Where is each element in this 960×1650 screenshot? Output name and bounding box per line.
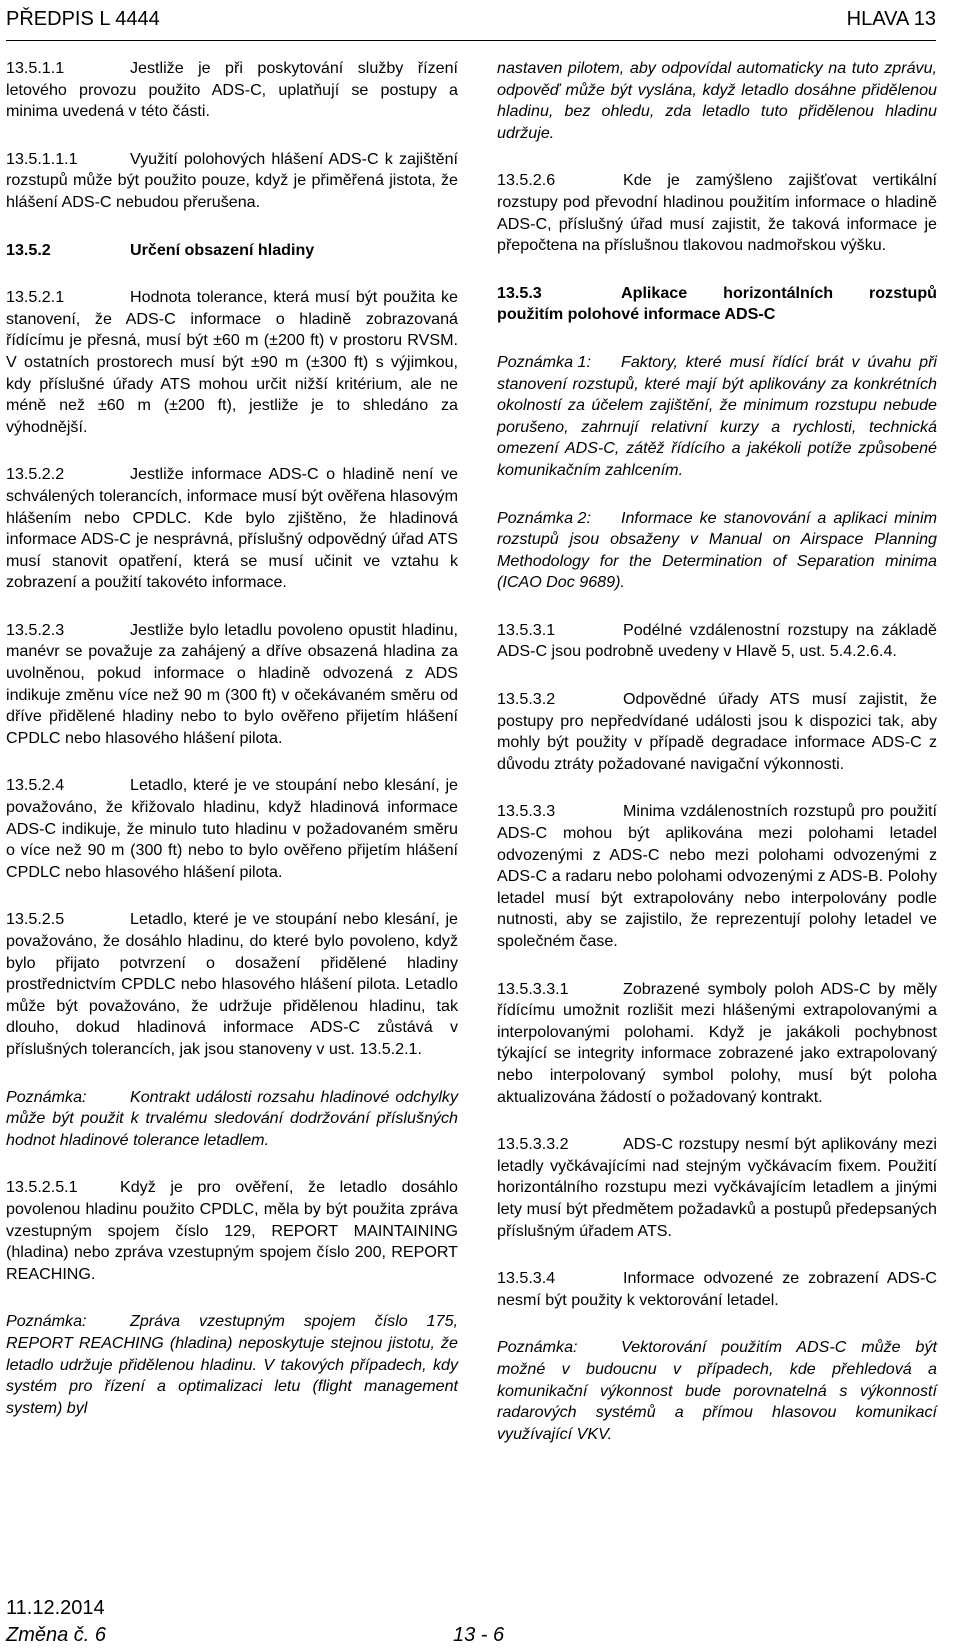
paragraph: [497, 1134, 937, 1242]
note-continuation: nastaven pilotem, aby odpovídal automaticky na tuto zprávu, odpověď může být vyslána, když letadlo dosáhne přidělenou hladinu, bez ohledu, zda letadlo tuto přidělenou hladinu udržuje.: [497, 59, 937, 142]
paragraph: [497, 689, 937, 775]
footer-change: Změna č. 6: [6, 1624, 107, 1646]
paragraph: [6, 620, 458, 750]
note-text: Vektorování použitím ADS-C může být možné v budoucnu v případech, kde přehledová a komunikační výkonnost bude porovnatelná s výkonností radarových systémů a přímou hlasovou komunikací využívající VKV.: [497, 1338, 937, 1443]
section-number: 13.5.3: [497, 283, 542, 302]
paragraph-text: Kde je zamýšleno zajišťovat vertikální rozstupy pod převodní hladinou použitím informace o hladině ADS-C, příslušný úřad musí zajistit, že taková informace je přepočtena na příslušnou tlakovou nadmořskou výšku.: [497, 171, 937, 255]
paragraph-number: 13.5.3.2: [497, 690, 556, 709]
paragraph-number: 13.5.3.3.1: [497, 979, 569, 998]
paragraph-number: 13.5.2.6: [497, 171, 556, 190]
paragraph: [6, 909, 458, 1060]
page-header: [6, 0, 936, 41]
paragraph-text: Když je pro ověření, že letadlo dosáhlo povolenou hladinu použito CPDLC, měla by být použita zpráva vzestupným spojem číslo 129, REPORT MAINTAINING (hladina) nebo zpráva vzestupným spojem číslo 200, REPORT REACHING.: [6, 1178, 458, 1283]
note-text: Informace ke stanovování a aplikaci minim rozstupů jsou obsaženy v Manual on Airspace Planning Methodology for the Determination of Separation minima (ICAO Doc 9689).: [497, 508, 937, 592]
paragraph-number: 13.5.3.3.2: [497, 1135, 569, 1154]
paragraph-text: Letadlo, které je ve stoupání nebo klesání, je považováno, že křižovalo hladinu, když hladinová informace ADS-C indikuje, že minulo tuto hladinu v požadovaném směru o více než 90 m (300 ft) nebo to bylo ověřeno přijetím hlášení CPDLC nebo hlasového hlášení pilota.: [6, 776, 458, 881]
note: [497, 352, 937, 482]
paragraph-text: Podélné vzdálenostní rozstupy na základě ADS-C jsou podrobně uvedeny v Hlavě 5, ust. 5.4.2.6.4.: [497, 620, 937, 661]
paragraph: [6, 464, 458, 594]
footer-date: 11.12.2014: [6, 1597, 105, 1619]
note-label: Poznámka 2:: [497, 508, 591, 527]
note: [6, 1311, 458, 1419]
paragraph-number: 13.5.1.1.1: [6, 149, 78, 168]
paragraph-number: 13.5.2.5.1: [6, 1178, 78, 1197]
paragraph-number: 13.5.2.4: [6, 776, 65, 795]
paragraph: [497, 979, 937, 1109]
paragraph-text: Odpovědné úřady ATS musí zajistit, že postupy pro nepředvídané události jsou k dispozici tak, aby mohly být použity v případě degradace informace ADS-C z důvodu ztráty požadované navigační výkonnosti.: [497, 690, 937, 773]
paragraph-text: Jestliže bylo letadlu povoleno opustit hladinu, manévr se považuje za zahájený a dříve obsazená hladina za uvolněnou, pokud informace o hladině odvozená z ADS indikuje změnu více než 90 m (300 ft) v očekávaném směru od dříve přidělené hladiny nebo to bylo ověřeno přijetím hlášení CPDLC nebo hlasového hlášení pilota.: [6, 620, 458, 747]
right-column: [497, 58, 937, 1471]
paragraph-number: 13.5.2.5: [6, 910, 65, 929]
paragraph-text: Hodnota tolerance, která musí být použita ke stanovení, že ADS-C informace o hladině zobrazovaná řídícímu je přesná, musí být ±60 m (±200 ft) v prostoru RVSM. V ostatních prostorech musí být ±90 m (±300 ft) s výjimkou, kdy příslušné úřady ATS mohou určit nižší kritérium, ale ne méně než ±60 m (±200 ft), jestliže je to shledáno za výhodnější.: [6, 288, 458, 436]
paragraph-number: 13.5.1.1: [6, 59, 65, 77]
paragraph: [497, 170, 937, 256]
paragraph-number: 13.5.2.1: [6, 288, 65, 307]
section-title: Určení obsazení hladiny: [130, 240, 315, 259]
paragraph-text: Minima vzdálenostních rozstupů pro použití ADS-C mohou být aplikována mezi polohami letadel odvozenými z ADS-C nebo mezi polohami odvozenými z ADS-C a radaru nebo polohami odvozenými z ADS-B. Polohy letadel musí být extrapolovány nebo interpolovány podle nutnosti, aby se zajistilo, že reprezentují polohy letadel ve společném čase.: [497, 802, 937, 950]
paragraph: [497, 801, 937, 952]
paragraph: [6, 287, 458, 438]
paragraph: [6, 58, 458, 123]
paragraph-number: 13.5.2.2: [6, 465, 65, 484]
section-number: 13.5.2: [6, 240, 51, 259]
paragraph-text: Využití polohových hlášení ADS-C k zajištění rozstupů může být použito pouze, když je přiměřená jistota, že hlášení ADS-C nebudou přerušena.: [6, 149, 458, 211]
note: [497, 508, 937, 594]
note-text: Kontrakt události rozsahu hladinové odchylky může být použit k trvalému sledování dodržování příslušných hodnot hladinové tolerance letadlem.: [6, 1087, 458, 1149]
paragraph-text: ADS-C rozstupy nesmí být aplikovány mezi letadly vyčkávajícími nad stejným vyčkávacím fixem. Použití horizontálního rozstupu mezi vyčkávajícím letadlem a jinými lety musí být předmětem požadavků a postupů předepsaných příslušným úřadem ATS.: [497, 1135, 937, 1240]
paragraph-text: Jestliže je při poskytování služby řízení letového provozu použito ADS-C, uplatňují se postupy a minima uvedená v této části.: [6, 59, 458, 121]
section-heading: [6, 240, 458, 262]
paragraph-number: 13.5.3.4: [497, 1269, 556, 1288]
paragraph-text: Zobrazené symboly poloh ADS-C by měly řídícímu umožnit rozlišit mezi hlášenými extrapolovanými a interpolovanými polohami. Když je jakákoli pochybnost týkající se integrity informace zobrazené jako extrapolovaný nebo interpolovaný symbol polohy, musí být poloha aktualizována žádostí o požadovaný kontrakt.: [497, 979, 937, 1106]
section-heading: [497, 283, 937, 326]
paragraph-number: 13.5.3.1: [497, 620, 556, 639]
page-number: 13 - 6: [453, 1624, 505, 1646]
section-title: Aplikace horizontálních rozstupů použitím polohové informace ADS-C: [497, 283, 937, 324]
paragraph-number: 13.5.2.3: [6, 620, 65, 639]
chapter-title: HLAVA 13: [846, 8, 936, 30]
note-label: Poznámka:: [6, 1312, 87, 1331]
paragraph: [6, 149, 458, 214]
paragraph: [6, 775, 458, 883]
note: [497, 1337, 937, 1445]
paragraph-text: Letadlo, které je ve stoupání nebo klesání, je považováno, že dosáhlo hladinu, do které bylo povoleno, když bylo přijato potvrzení o dosažení přidělené hladiny prostřednictvím CPDLC nebo hlasového hlášení pilota. Letadlo může být považováno, že udržuje přidělenou hladinu, tak dlouho, dokud hladinová informace ADS-C zůstává v příslušných tolerancích, jak jsou stanoveny v ust. 13.5.2.1.: [6, 910, 458, 1058]
paragraph: [6, 1177, 458, 1285]
note-label: Poznámka 1:: [497, 352, 591, 371]
note: [6, 1087, 458, 1152]
note-text: Faktory, které musí řídící brát v úvahu při stanovení rozstupů, které mají být aplikovány za konkrétních okolností za účelem zajištění, že minimum rozstupu nebude porušeno, zahrnují relativní kurzy a rychlosti, technická omezení ADS-C, zátěž řídícího a jakékoli potíže způsobené komunikačním zahlcením.: [497, 352, 937, 479]
paragraph: [497, 1268, 937, 1311]
paragraph-text: Jestliže informace ADS-C o hladině není ve schválených tolerancích, informace musí být ověřena hlasovým hlášením nebo CPDLC. Kde bylo zjištěno, že hladinová informace ADS-C je nesprávná, příslušný odpovědný úřad ATS musí stanovit opatření, která se musí učinit ve vztahu k zobrazení a použití takovéto informace.: [6, 465, 458, 592]
document-title: PŘEDPIS L 4444: [6, 8, 160, 30]
paragraph-text: Informace odvozené ze zobrazení ADS-C nesmí být použity k vektorování letadel.: [497, 1269, 937, 1309]
note-label: Poznámka:: [497, 1338, 578, 1357]
note-label: Poznámka:: [6, 1087, 87, 1106]
paragraph-number: 13.5.3.3: [497, 802, 556, 821]
paragraph: [497, 620, 937, 663]
note-text: Zpráva vzestupným spojem číslo 175, REPORT REACHING (hladina) neposkytuje stejnou jistotu, že letadlo udržuje přidělenou hladinu. V takových případech, kdy systém pro řízení a optimalizaci letu (flight management system) byl: [6, 1312, 458, 1417]
left-column: [6, 58, 458, 1445]
